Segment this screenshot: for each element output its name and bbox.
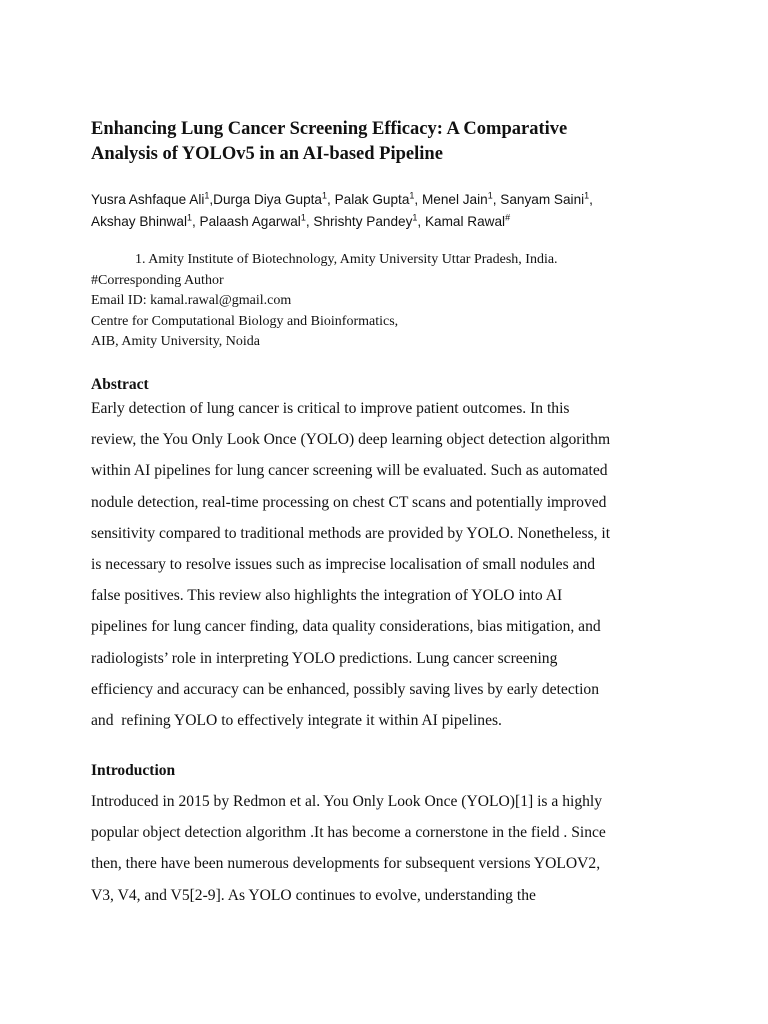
introduction-body xyxy=(91,786,691,911)
paper-title xyxy=(91,117,691,167)
author-name: Sanyam Saini xyxy=(500,192,585,207)
author-separator: , xyxy=(589,192,593,207)
abstract-line: review, the You Only Look Once (YOLO) deep learning object detection algorithm xyxy=(91,431,611,449)
author-affiliation-mark: 1 xyxy=(186,212,192,223)
author-separator: , xyxy=(191,214,200,229)
introduction-line: then, there have been numerous developments for subsequent versions YOLOV2, xyxy=(91,855,601,873)
abstract-line: radiologists’ role in interpreting YOLO predictions. Lung cancer screening xyxy=(91,649,558,667)
title-line: Enhancing Lung Cancer Screening Efficacy: A Comparative xyxy=(91,119,568,139)
introduction-line: popular object detection algorithm .It has become a cornerstone in the field . Since xyxy=(91,824,606,842)
introduction-heading: Introduction xyxy=(91,762,176,779)
abstract-line: sensitivity compared to traditional methods are provided by YOLO. Nonetheless, it xyxy=(91,524,611,542)
abstract-body xyxy=(91,393,691,736)
abstract-line: pipelines for lung cancer finding, data quality considerations, bias mitigation, and xyxy=(91,618,601,636)
introduction-line: Introduced in 2015 by Redmon et al. You Only Look Once (YOLO)[1] is a highly xyxy=(91,793,603,810)
author-list xyxy=(91,189,711,233)
author-separator: , xyxy=(327,192,335,207)
author-name: Shrishty Pandey xyxy=(313,214,413,229)
affiliation-block xyxy=(91,250,711,353)
affiliation-location: AIB, Amity University, Noida xyxy=(91,334,261,349)
author-name: Palak Gupta xyxy=(334,192,410,207)
author-affiliation-mark: 1 xyxy=(487,190,493,201)
abstract-line: nodule detection, real-time processing on chest CT scans and potentially improved xyxy=(91,493,607,511)
corresponding-author-note: #Corresponding Author xyxy=(91,272,224,288)
author-name: Kamal Rawal xyxy=(424,214,506,229)
contact-email: Email ID: kamal.rawal@gmail.com xyxy=(91,293,292,308)
abstract-line: and refining YOLO to effectively integrate it within AI pipelines. xyxy=(91,712,502,730)
abstract-line: efficiency and accuracy can be enhanced, possibly saving lives by early detection xyxy=(91,680,600,698)
author-separator: , xyxy=(492,192,501,207)
author-line-1 xyxy=(91,189,711,211)
author-affiliation-mark: 1 xyxy=(412,212,418,223)
affiliation-institute: 1. Amity Institute of Biotechnology, Amity University Uttar Pradesh, India. xyxy=(135,252,558,267)
abstract-heading: Abstract xyxy=(91,376,149,393)
author-name: Yusra Ashfaque Ali xyxy=(91,192,205,207)
author-affiliation-mark: 1 xyxy=(584,190,590,201)
title-line: Analysis of YOLOv5 in an AI-based Pipeline xyxy=(91,144,443,164)
author-affiliation-mark: 1 xyxy=(409,190,415,201)
abstract-line: false positives. This review also highlights the integration of YOLO into AI xyxy=(91,587,563,605)
abstract-line: Early detection of lung cancer is critical to improve patient outcomes. In this xyxy=(91,400,570,417)
author-separator: , xyxy=(414,192,422,207)
author-affiliation-mark: 1 xyxy=(204,190,210,201)
abstract-line: is necessary to resolve issues such as imprecise localisation of small nodules and xyxy=(91,556,596,574)
author-name: Menel Jain xyxy=(421,192,488,207)
author-separator: , xyxy=(209,192,214,207)
affiliation-centre: Centre for Computational Biology and Bioinformatics, xyxy=(91,313,399,329)
author-name: Durga Diya Gupta xyxy=(213,192,322,207)
author-name: Palaash Agarwal xyxy=(199,214,301,229)
author-separator: , xyxy=(417,214,425,229)
author-separator: , xyxy=(305,214,314,229)
abstract-line: within AI pipelines for lung cancer screening will be evaluated. Such as automated xyxy=(91,462,608,480)
corresponding-author-mark: # xyxy=(505,212,511,223)
author-affiliation-mark: 1 xyxy=(300,212,306,223)
author-name: Akshay Bhinwal xyxy=(91,214,187,229)
author-line-2 xyxy=(91,211,711,233)
author-affiliation-mark: 1 xyxy=(321,190,327,201)
introduction-line: V3, V4, and V5[2-9]. As YOLO continues to evolve, understanding the xyxy=(91,886,536,904)
